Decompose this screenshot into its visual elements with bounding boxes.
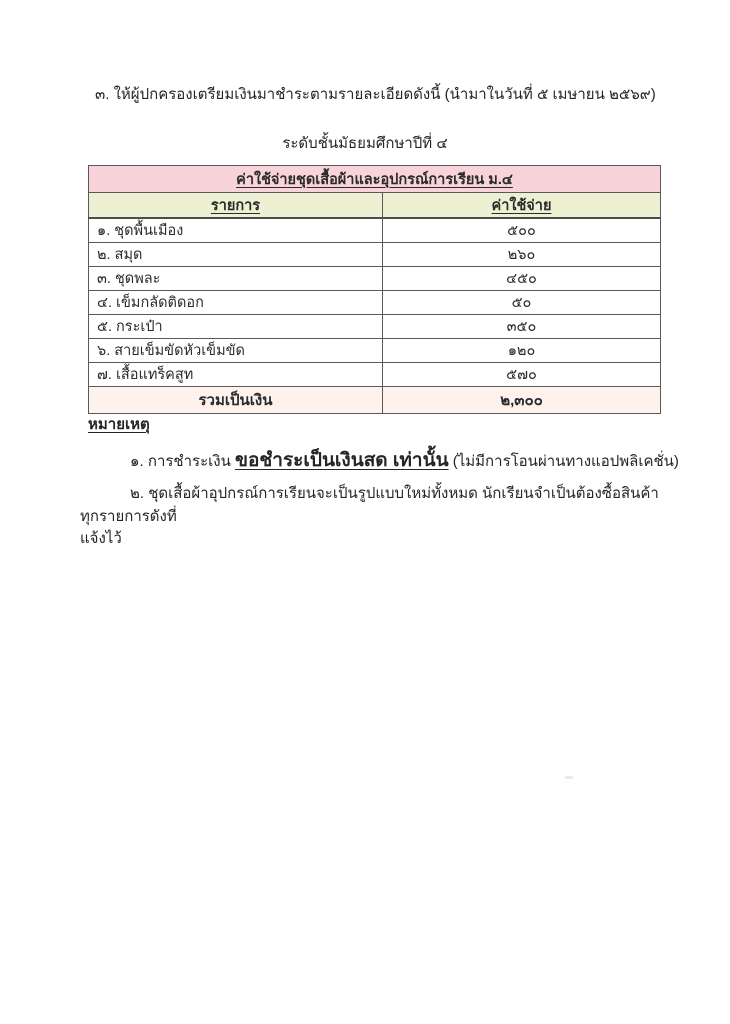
note-2 xyxy=(80,483,660,551)
item-label: ๓. ชุดพละ xyxy=(89,267,383,291)
note-1-suffix: (ไม่มีการโอนผ่านทางแอปพลิเคชั่น) xyxy=(448,452,679,470)
table-row xyxy=(89,339,661,363)
note-2-line-2: แจ้งไว้ xyxy=(80,530,122,547)
item-cost: ๓๕๐ xyxy=(383,315,661,339)
notes-section xyxy=(80,414,679,551)
item-label: ๒. สมุด xyxy=(89,243,383,267)
table-row xyxy=(89,315,661,339)
table-title-row xyxy=(89,166,661,193)
table-header-row xyxy=(89,193,661,219)
table-row xyxy=(89,267,661,291)
total-value: ๒,๓๐๐ xyxy=(383,387,661,414)
note-2-line-1: ๒. ชุดเสื้อผ้าอุปกรณ์การเรียนจะเป็นรูปแบบใหม่ทั้งหมด นักเรียนจำเป็นต้องซื้อสินค้าทุกรายการดังที่ xyxy=(80,485,659,525)
intro-line: ๓. ให้ผู้ปกครองเตรียมเงินมาชำระตามรายละเอียดดังนี้ (นำมาในวันที่ ๕ เมษายน ๒๕๖๙) xyxy=(95,86,656,103)
item-cost: ๑๒๐ xyxy=(383,339,661,363)
column-header-item: รายการ xyxy=(89,193,383,219)
item-cost: ๕๐๐ xyxy=(383,218,661,243)
item-label: ๗. เสื้อแทร็คสูท xyxy=(89,363,383,387)
item-cost: ๕๐ xyxy=(383,291,661,315)
table-title: ค่าใช้จ่ายชุดเสื้อผ้าและอุปกรณ์การเรียน ม.๔ xyxy=(89,166,661,193)
item-label: ๕. กระเป๋า xyxy=(89,315,383,339)
column-header-cost: ค่าใช้จ่าย xyxy=(383,193,661,219)
item-label: ๔. เข็มกลัดติดอก xyxy=(89,291,383,315)
item-label: ๖. สายเข็มขัดหัวเข็มขัด xyxy=(89,339,383,363)
scan-artifact-mark xyxy=(565,776,573,779)
table-row xyxy=(89,243,661,267)
item-cost: ๕๗๐ xyxy=(383,363,661,387)
grade-level-title: ระดับชั้นมัธยมศึกษาปีที่ ๔ xyxy=(282,135,448,152)
table-row xyxy=(89,291,661,315)
fee-table xyxy=(88,165,661,414)
item-cost: ๒๖๐ xyxy=(383,243,661,267)
note-1-prefix: ๑. การชำระเงิน xyxy=(130,452,236,470)
item-label: ๑. ชุดพื้นเมือง xyxy=(89,218,383,243)
table-row xyxy=(89,363,661,387)
item-cost: ๔๕๐ xyxy=(383,267,661,291)
note-1 xyxy=(130,447,679,476)
total-label: รวมเป็นเงิน xyxy=(89,387,383,414)
table-row xyxy=(89,218,661,243)
notes-heading: หมายเหตุ xyxy=(88,416,150,433)
table-total-row xyxy=(89,387,661,414)
note-1-emphasis: ขอชำระเป็นเงินสด เท่านั้น xyxy=(235,449,449,471)
